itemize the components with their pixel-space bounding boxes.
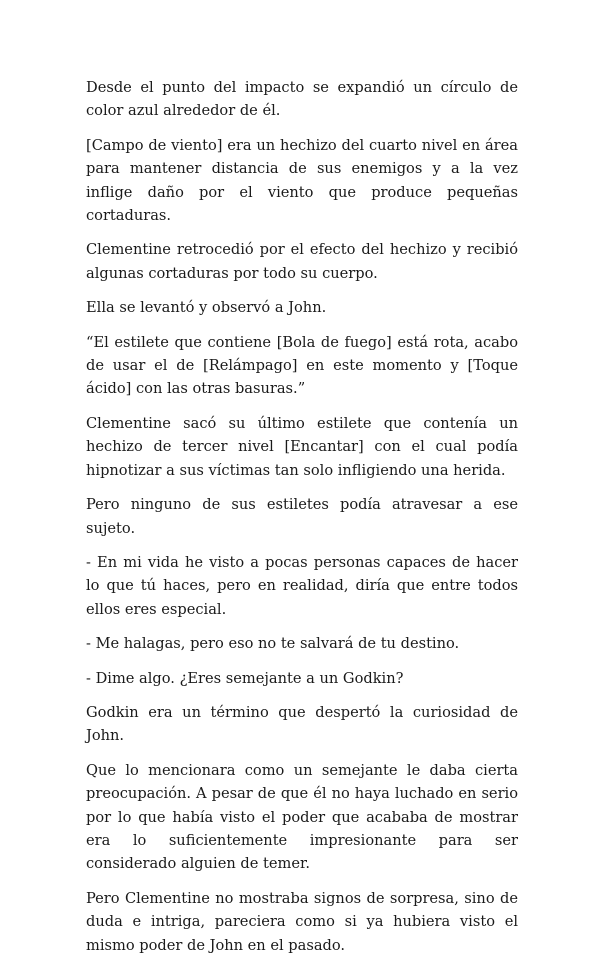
paragraph-13: Pero Clementine no mostraba signos de sorpresa, sino de duda e intriga, pareciera como si ya hubiera visto el mismo poder de John en el pasado. <box>86 889 518 954</box>
paragraph-12: Que lo mencionara como un semejante le daba cierta preocupación. A pesar de que él no haya luchado en serio por lo que había visto el poder que acababa de mostrar era lo suficientemente impresionante para ser considerado alguien de temer. <box>86 761 518 873</box>
paragraph-1: Desde el punto del impacto se expandió un círculo de color azul alrededor de él. <box>86 79 518 120</box>
paragraph-10: - Dime algo. ¿Eres semejante a un Godkin? <box>86 669 404 687</box>
paragraph-5: “El estilete que contiene [Bola de fuego] está rota, acabo de usar el de [Relámpago] en este momento y [Toque ácido] con las otras basuras.” <box>86 333 518 398</box>
paragraph-9: - Me halagas, pero eso no te salvará de tu destino. <box>86 635 460 653</box>
paragraph-7: Pero ninguno de sus estiletes podía atravesar a ese sujeto. <box>86 496 518 537</box>
paragraph-2: [Campo de viento] era un hechizo del cuarto nivel en área para mantener distancia de sus enemigos y a la vez inflige daño por el viento que produce pequeñas cortaduras. <box>86 136 518 225</box>
paragraph-8: - En mi vida he visto a pocas personas capaces de hacer lo que tú haces, pero en realidad, diría que entre todos ellos eres especial. <box>86 553 518 618</box>
paragraph-6: Clementine sacó su último estilete que contenía un hechizo de tercer nivel [Encantar] con el cual podía hipnotizar a sus víctimas tan solo infligiendo una herida. <box>86 414 518 479</box>
paragraph-3: Clementine retrocedió por el efecto del hechizo y recibió algunas cortaduras por todo su cuerpo. <box>86 241 518 282</box>
paragraph-11: Godkin era un término que despertó la curiosidad de John. <box>86 703 518 745</box>
paragraph-4: Ella se levantó y observó a John. <box>86 299 327 317</box>
